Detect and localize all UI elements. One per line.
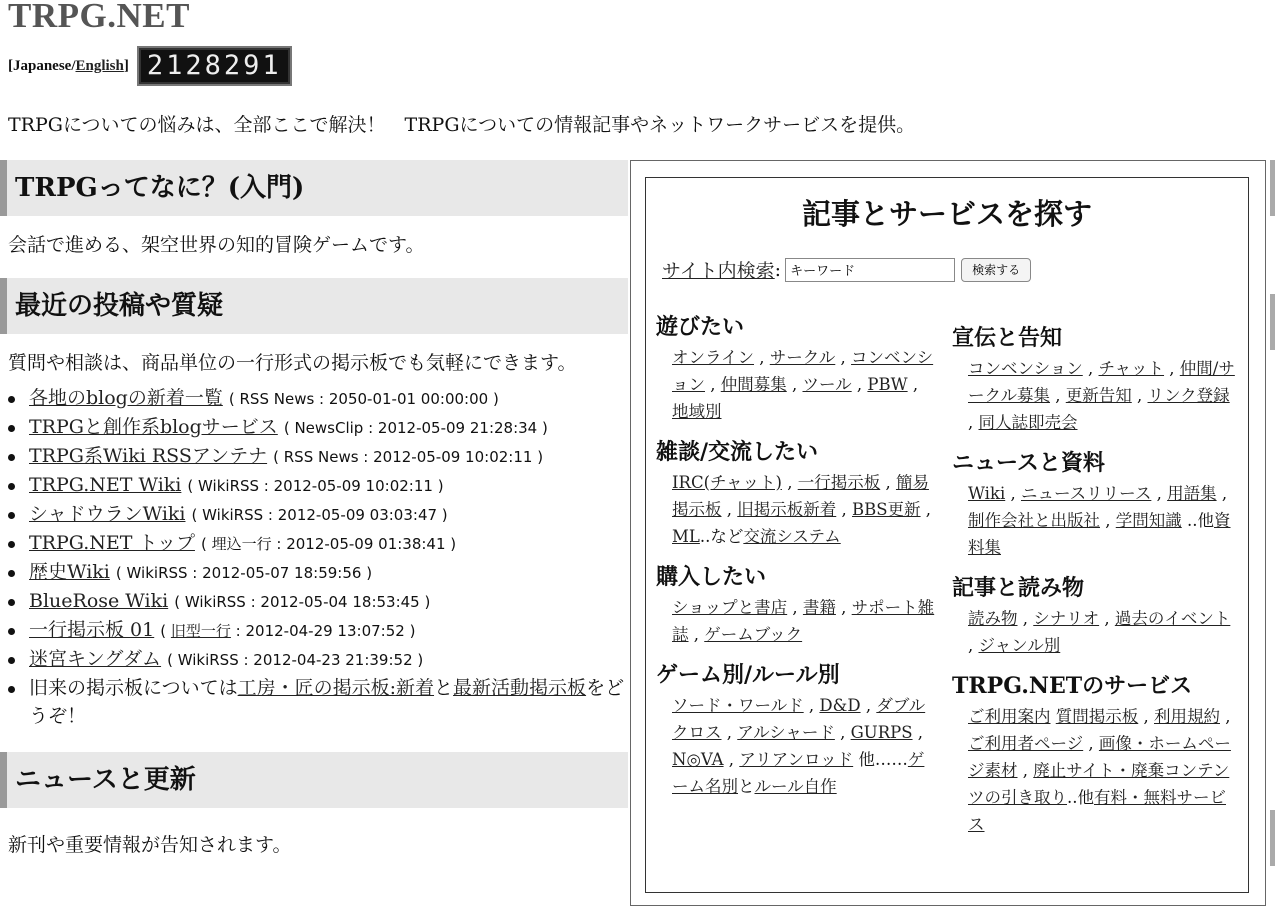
- recent-meta: ( WikiRSS : 2012-05-04 18:53:45 ): [174, 593, 431, 611]
- services-paid-free-link[interactable]: 有料・無料サービス: [968, 788, 1226, 834]
- sep: ,: [880, 473, 896, 492]
- play-tool-link[interactable]: ツール: [802, 375, 852, 394]
- sep: ,: [786, 375, 803, 394]
- game-dx-link[interactable]: ダブルクロス: [672, 696, 926, 742]
- recent-link[interactable]: TRPG系Wiki RSSアンテナ: [29, 445, 268, 467]
- lang-close: ]: [123, 57, 129, 74]
- services-qa-board-link[interactable]: 質問掲示板: [1055, 707, 1139, 726]
- sep: ,: [1083, 734, 1099, 753]
- sep: ,: [1099, 609, 1115, 628]
- game-arianrhod-link[interactable]: アリアンロッド: [739, 750, 854, 769]
- play-online-link[interactable]: オンライン: [672, 348, 755, 367]
- recent-link[interactable]: 歴史Wiki: [29, 561, 110, 583]
- games-and: と: [738, 777, 755, 796]
- list-item: [8, 413, 628, 442]
- sep: ,: [688, 625, 705, 644]
- sep: ,: [835, 598, 852, 617]
- recent-meta: ( WikiRSS : 2012-05-09 10:02:11 ): [187, 477, 444, 495]
- sep: ,: [1082, 359, 1099, 378]
- news-wiki-link[interactable]: Wiki: [968, 484, 1006, 503]
- buy-shop-link[interactable]: ショップと書店: [672, 598, 788, 617]
- list-item: [8, 500, 628, 529]
- category-play-links: [656, 344, 936, 425]
- sep: ,: [1216, 484, 1228, 503]
- site-title: TRPG.NET: [8, 0, 190, 35]
- services-materials-link[interactable]: 画像・ホームページ素材: [968, 734, 1231, 780]
- news-materials-link[interactable]: 資料集: [968, 511, 1231, 557]
- recent-link[interactable]: BlueRose Wiki: [29, 590, 169, 612]
- game-sw-link[interactable]: ソード・ワールド: [672, 696, 804, 715]
- sep: ,: [803, 696, 820, 715]
- search-input[interactable]: [785, 258, 955, 282]
- chat-oneline-link[interactable]: 一行掲示板: [797, 473, 881, 492]
- news-release-link[interactable]: ニュースリリース: [1020, 484, 1152, 503]
- game-alshard-link[interactable]: アルシャード: [737, 723, 835, 742]
- sep: ,: [787, 598, 803, 617]
- category-articles-heading: 記事と読み物: [952, 575, 1085, 601]
- category-services-links: [952, 703, 1238, 838]
- game-nova-link[interactable]: N◎VA: [672, 750, 724, 769]
- list-item: [8, 587, 628, 616]
- sep: ,: [968, 413, 979, 432]
- play-pbw-link[interactable]: PBW: [867, 375, 908, 394]
- recent-meta: ( 埋込一行 : 2012-05-09 01:38:41 ): [201, 535, 457, 553]
- sep: ,: [1131, 386, 1148, 405]
- category-news-links: [952, 480, 1238, 561]
- services-archive-link[interactable]: 廃止サイト・廃棄コンテンツの引き取り: [968, 761, 1230, 807]
- list-item: [8, 616, 628, 645]
- promo-doujin-link[interactable]: 同人誌即売会: [978, 413, 1078, 432]
- meta-rest: : 2012-04-29 13:07:52 ): [230, 622, 416, 640]
- sep: ,: [836, 500, 852, 519]
- language-switch: [8, 58, 129, 75]
- latest-board-link[interactable]: 最新活動掲示板: [453, 677, 587, 699]
- search-colon: :: [774, 258, 782, 281]
- sep: ,: [835, 348, 852, 367]
- promo-update-link[interactable]: 更新告知: [1065, 386, 1132, 405]
- edge-marker: [1270, 810, 1275, 866]
- news-etc: ..他: [1181, 511, 1214, 530]
- category-buy-links: [656, 594, 936, 648]
- last-pre: 旧来の掲示板については: [29, 677, 238, 699]
- category-promo-links: [952, 355, 1238, 436]
- chat-irc-link[interactable]: IRC(チャット): [672, 473, 782, 492]
- search-label-link[interactable]: サイト内検索: [662, 260, 775, 282]
- sep: ,: [1164, 359, 1180, 378]
- news-text: 新刊や重要情報が告知されます。: [8, 834, 292, 856]
- sep: ,: [1005, 484, 1021, 503]
- sep: ,: [754, 348, 770, 367]
- promo-convention-link[interactable]: コンベンション: [968, 359, 1083, 378]
- sep: ,: [968, 636, 979, 655]
- chat-bbs-link[interactable]: BBS更新: [852, 500, 921, 519]
- site-search: [662, 256, 1031, 283]
- sep: ,: [1100, 511, 1116, 530]
- game-dnd-link[interactable]: D&D: [819, 696, 861, 715]
- play-convention-link[interactable]: コンベンション: [672, 348, 934, 394]
- recent-link[interactable]: TRPGと創作系blogサービス: [29, 416, 278, 438]
- list-item: [8, 558, 628, 587]
- promo-link-register-link[interactable]: リンク登録: [1147, 386, 1230, 405]
- search-button[interactable]: 検索する: [961, 258, 1031, 282]
- game-gurps-link[interactable]: GURPS: [850, 723, 913, 742]
- games-etc: 他……: [853, 750, 908, 769]
- articles-past-events-link[interactable]: 過去のイベント: [1114, 609, 1231, 628]
- edge-marker: [1270, 294, 1275, 350]
- buy-books-link[interactable]: 書籍: [802, 598, 836, 617]
- last-post: をどうぞ！: [29, 677, 625, 727]
- services-user-page-link[interactable]: ご利用者ページ: [968, 734, 1084, 753]
- news-glossary-link[interactable]: 用語集: [1167, 484, 1217, 503]
- sep: ,: [721, 723, 738, 742]
- news-academic-link[interactable]: 学問知識: [1115, 511, 1182, 530]
- intro-heading: TRPGってなに？(入門): [0, 160, 628, 216]
- category-promo-heading: 宣伝と告知: [952, 325, 1063, 351]
- articles-scenario-link[interactable]: シナリオ: [1033, 609, 1100, 628]
- tagline: TRPGについての悩みは、全部ここで解決！ TRPGについての情報記事やネットワークサービスを提供。: [8, 114, 916, 136]
- recent-meta: ( WikiRSS : 2012-05-07 18:59:56 ): [115, 564, 373, 582]
- list-item: [8, 471, 628, 500]
- buy-magazine-link[interactable]: サポート雑誌: [672, 598, 935, 644]
- news-heading: ニュースと更新: [0, 752, 628, 808]
- play-region-link[interactable]: 地域別: [672, 402, 722, 421]
- recent-link[interactable]: シャドウランWiki: [29, 503, 186, 525]
- sep: ,: [851, 375, 868, 394]
- access-counter: 2128291: [137, 46, 292, 86]
- services-etc: ..他: [1067, 788, 1094, 807]
- sep: ,: [834, 723, 851, 742]
- category-chat-links: [656, 469, 936, 550]
- sep: ,: [1151, 484, 1168, 503]
- chat-ml-link[interactable]: ML: [672, 527, 700, 546]
- lang-open: [Japanese/: [8, 57, 76, 74]
- sep: ,: [920, 500, 932, 519]
- recent-meta: ( NewsClip : 2012-05-09 21:28:34 ): [283, 419, 548, 437]
- recent-meta: ( WikiRSS : 2012-05-09 03:03:47 ): [191, 506, 448, 524]
- sep: ,: [1017, 609, 1034, 628]
- articles-reading-link[interactable]: 読み物: [968, 609, 1018, 628]
- left-column: [0, 160, 628, 860]
- services-guide-link[interactable]: ご利用案内: [968, 707, 1051, 726]
- category-news-heading: ニュースと資料: [952, 450, 1105, 476]
- buy-gamebook-link[interactable]: ゲームブック: [704, 625, 803, 644]
- workshop-board-link[interactable]: 工房・匠の掲示板:新着: [237, 677, 435, 699]
- game-by-name-link[interactable]: ゲーム名別: [672, 750, 925, 796]
- recent-heading: 最近の投稿や質疑: [0, 278, 628, 334]
- sep: ,: [1050, 386, 1066, 405]
- game-homebrew-link[interactable]: ルール自作: [754, 777, 837, 796]
- chat-etc: ..など: [699, 527, 744, 546]
- recent-link[interactable]: 各地のblogの新着一覧: [29, 387, 223, 409]
- recent-text: 質問や相談は、商品単位の一行形式の掲示板でも気軽にできます。: [8, 352, 577, 374]
- list-item: [8, 529, 628, 558]
- category-articles-links: [952, 605, 1238, 659]
- recent-meta: ( WikiRSS : 2012-04-23 21:39:52 ): [167, 651, 424, 669]
- list-item: [8, 442, 628, 471]
- recent-link[interactable]: 迷宮キングダム: [29, 648, 162, 670]
- category-buy-heading: 購入したい: [656, 564, 767, 590]
- category-games-links: [656, 692, 936, 800]
- sep: ,: [907, 375, 919, 394]
- recent-meta: ( RSS News : 2050-01-01 00:00:00 ): [228, 390, 499, 408]
- english-link[interactable]: English: [75, 57, 124, 74]
- edge-marker: [1270, 160, 1275, 216]
- finder-column-left: [656, 310, 936, 810]
- intro-text: 会話で進める、架空世界の知的冒険ゲームです。: [8, 234, 425, 256]
- sep: ,: [860, 696, 877, 715]
- sep: ,: [723, 750, 740, 769]
- recent-list: [0, 384, 628, 730]
- sep: ,: [1220, 707, 1231, 726]
- chat-system-link[interactable]: 交流システム: [743, 527, 841, 546]
- play-circle-link[interactable]: サークル: [769, 348, 836, 367]
- play-recruit-link[interactable]: 仲間募集: [720, 375, 787, 394]
- news-publisher-link[interactable]: 制作会社と出版社: [968, 511, 1100, 530]
- finder-column-right: [952, 321, 1238, 848]
- list-item: [8, 674, 628, 730]
- language-row: [8, 46, 292, 86]
- category-play-heading: 遊びたい: [656, 314, 745, 340]
- sep: ,: [1138, 707, 1154, 726]
- category-chat-heading: 雑談/交流したい: [656, 439, 819, 465]
- finder-inner: [645, 177, 1249, 893]
- chat-simple-board-link[interactable]: 簡易掲示板: [672, 473, 929, 519]
- category-services-heading: TRPG.NETのサービス: [952, 673, 1193, 699]
- articles-genre-link[interactable]: ジャンル別: [978, 636, 1061, 655]
- recent-link[interactable]: TRPG.NET トップ: [29, 532, 195, 554]
- old-board-link[interactable]: 旧型一行: [170, 622, 231, 640]
- last-mid: と: [434, 677, 454, 699]
- promo-chat-link[interactable]: チャット: [1098, 359, 1165, 378]
- recent-meta: [160, 622, 415, 640]
- sep: ,: [781, 473, 798, 492]
- meta-open: (: [160, 622, 171, 640]
- recent-link[interactable]: 一行掲示板 01: [29, 619, 155, 641]
- sep: ,: [705, 375, 721, 394]
- sep: ,: [721, 500, 738, 519]
- promo-recruit-link[interactable]: 仲間/サークル募集: [968, 359, 1235, 405]
- finder-title: 記事とサービスを探す: [801, 197, 1092, 231]
- sep: ,: [1017, 761, 1034, 780]
- recent-link[interactable]: TRPG.NET Wiki: [29, 474, 182, 496]
- services-terms-link[interactable]: 利用規約: [1154, 707, 1220, 726]
- recent-meta: ( RSS News : 2012-05-09 10:02:11 ): [273, 448, 544, 466]
- sep: ,: [912, 723, 924, 742]
- list-item: [8, 645, 628, 674]
- category-games-heading: ゲーム別/ルール別: [656, 662, 840, 688]
- list-item: [8, 384, 628, 413]
- finder-panel: [630, 160, 1266, 906]
- chat-old-board-link[interactable]: 旧掲示板新着: [737, 500, 837, 519]
